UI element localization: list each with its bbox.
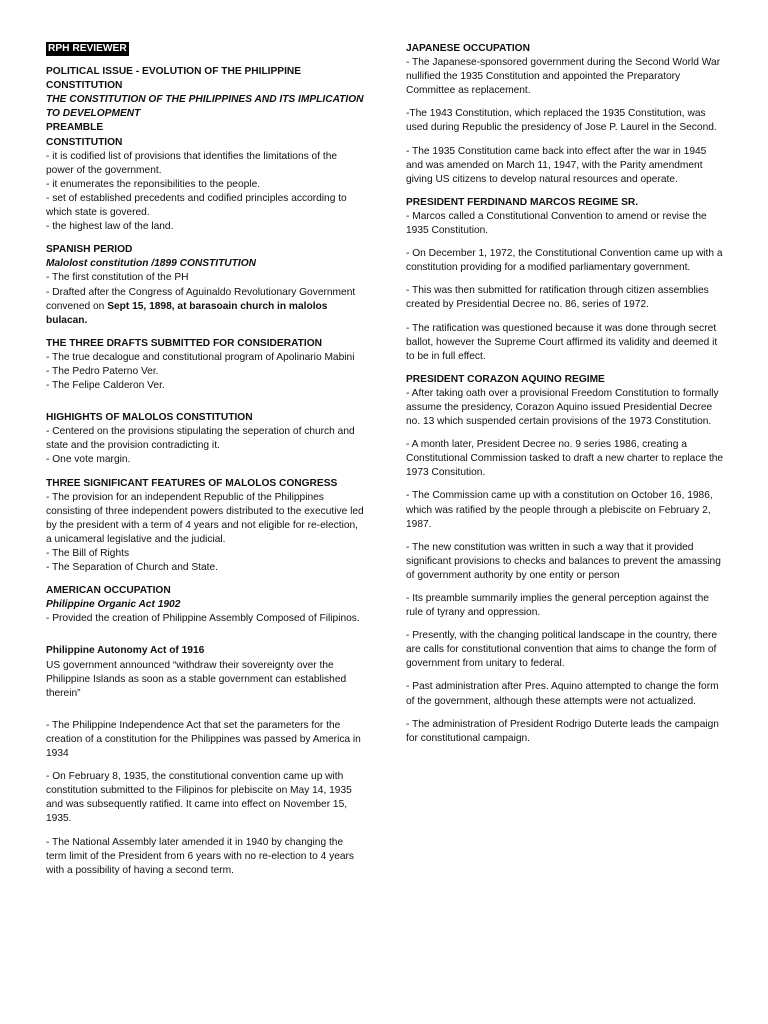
constitution-line: - it enumerates the reponsibilities to the people. [46, 178, 261, 190]
spacer [46, 402, 364, 411]
preamble-heading: PREAMBLE [46, 122, 104, 134]
marcos-paragraph: - The ratification was questioned because it was done through secret ballot, however the Supreme Court affirmed its validity and deemed it to be in full effect. [406, 322, 718, 362]
drafts-line: - The Felipe Calderon Ver. [46, 380, 165, 392]
drafts-heading: THE THREE DRAFTS SUBMITTED FOR CONSIDERATION [46, 337, 323, 349]
constitution-section [46, 136, 364, 235]
autonomy-section [46, 644, 364, 700]
aquino-paragraph: - Presently, with the changing political landscape in the country, there are calls for constitutional convention that aims to change the form of government from unitary to federal. [406, 630, 718, 670]
aquino-paragraph: - The new constitution was written in such a way that it provided significant provisions to checks and balances to prevent the amassing of government authority by one entity or person [406, 541, 721, 581]
aquino-heading: PRESIDENT CORAZON AQUINO REGIME [406, 373, 605, 385]
features-line: - The Bill of Rights [46, 548, 130, 559]
japanese-heading: JAPANESE OCCUPATION [406, 43, 530, 54]
japanese-paragraph: -The 1943 Constitution, which replaced the 1935 Constitution, was used during Republic the presidency of Jose P. Laurel in the Second. [406, 108, 717, 134]
features-line: - The provision for an independent Republic of the Philippines consisting of three independent powers distributed to the executive led by the president with a term of 4 years and not eligible for re-election, a unicameral legislative and the judicial. [46, 491, 364, 545]
constitution-line: - the highest law of the land. [46, 221, 174, 233]
spacer [46, 710, 364, 719]
constitution-heading: CONSTITUTION [46, 136, 123, 148]
organic-act-subheading: Philippine Organic Act 1902 [46, 599, 181, 611]
marcos-paragraph: - Marcos called a Constitutional Convention to amend or revise the 1935 Constitution. [406, 210, 707, 237]
aquino-paragraph: - A month later, President Decree no. 9 series 1986, creating a Constitutional Commission tasked to draft a new charter to replace the 1973 Consitution. [406, 439, 724, 479]
paragraph: - On February 8, 1935, the constitutional convention came up with constitution submitted to the Filipinos for plebiscite on May 14, 1935 and was subsequently ratified. It came into effect on November 15, 1935. [46, 771, 352, 825]
marcos-paragraph: - On December 1, 1972, the Constitutional Convention came up with a constitution providing for a modified parliamentary government. [406, 248, 723, 274]
autonomy-heading: Philippine Autonomy Act of 1916 [46, 645, 205, 657]
aquino-paragraph: - Its preamble summarily implies the general perception against the rule of tyrany and oppression. [406, 593, 709, 619]
document-subtitle: THE CONSTITUTION OF THE PHILIPPINES AND ITS IMPLICATION TO DEVELOPMENT [46, 94, 364, 120]
highlights-line: - One vote margin. [46, 454, 131, 466]
autonomy-line: US government announced “withdraw their sovereignty over the Philippine Islands as soon as a stable government can established therein” [46, 659, 347, 699]
aquino-paragraph: - The Commission came up with a constitution on October 16, 1986, which was ratified by the people through a plebiscite on February 2, 1987. [406, 490, 713, 530]
spacer [46, 635, 364, 644]
highlights-line: - Centered on the provisions stipulating the seperation of church and state and the provision contradicting it. [46, 426, 355, 452]
features-heading: THREE SIGNIFICANT FEATURES OF MALOLOS CONGRESS [46, 477, 338, 489]
paragraph: - The National Assembly later amended it in 1940 by changing the term limit of the President from 6 years with no re-election to 4 years with a possibility of having a second term. [46, 836, 355, 876]
japanese-section [406, 42, 726, 98]
aquino-paragraph: - After taking oath over a provisional Freedom Constitution to formally assume the presidency, Corazon Aquino issued Presidential Decree no. 13 which suspended certain provisions of the 1973 Constitution. [406, 387, 719, 428]
marcos-heading: PRESIDENT FERDINAND MARCOS REGIME SR. [406, 196, 639, 208]
spanish-period-line: - The first constitution of the PH [46, 272, 189, 284]
document-title: POLITICAL ISSUE - EVOLUTION OF THE PHILIPPINE CONSTITUTION [46, 66, 302, 92]
marcos-section [406, 196, 726, 238]
features-section [46, 477, 364, 576]
marcos-paragraph: - This was then submitted for ratification through citizen assemblies created by Presidential Decree no. 86, series of 1972. [406, 285, 709, 311]
reviewer-tag-block [46, 42, 364, 56]
right-column [406, 42, 726, 755]
constitution-line: - set of established precedents and codified principles according to which state is govered. [46, 192, 347, 219]
aquino-paragraph: - The administration of President Rodrigo Duterte leads the campaign for constitutional campaign. [406, 718, 719, 744]
spanish-period-section [46, 243, 364, 328]
spanish-period-line-text: - Drafted after the Congress of Aguinaldo Revolutionary Government convened on [46, 286, 356, 312]
features-line: - The Separation of Church and State. [46, 562, 218, 574]
left-column [46, 42, 364, 887]
malolos-constitution-subheading: Malolost constitution /1899 CONSTITUTION [46, 258, 256, 270]
aquino-section [406, 373, 726, 429]
drafts-line: - The true decalogue and constitutional program of Apolinario Mabini [46, 351, 355, 363]
aquino-paragraph: - Past administration after Pres. Aquino attempted to change the form of the government, although these attempts were not actualized. [406, 681, 719, 707]
drafts-section [46, 337, 364, 393]
japanese-paragraph: - The 1935 Constitution came back into effect after the war in 1945 and was amended on March 11, 1947, with the Parity amendment giving US citizens to develop natural resources and operate. [406, 145, 707, 185]
spanish-period-heading: SPANISH PERIOD [46, 244, 133, 256]
spanish-period-line [46, 286, 364, 328]
reviewer-tag: RPH REVIEWER [48, 43, 127, 54]
american-section [46, 584, 364, 626]
japanese-paragraph: - The Japanese-sponsored government during the Second World War nullified the 1935 Constitution and appointed the Preparatory Committee as replacement. [406, 57, 721, 97]
american-heading: AMERICAN OCCUPATION [46, 585, 171, 597]
american-line: - Provided the creation of Philippine Assembly Composed of Filipinos. [46, 613, 360, 625]
highlights-heading: HIGHIGHTS OF MALOLOS CONSTITUTION [46, 412, 253, 424]
drafts-line: - The Pedro Paterno Ver. [46, 365, 159, 377]
highlights-section [46, 411, 364, 467]
spanish-period-line-bold: Sept 15, 1898, at barasoain church in malolos bulacan. [46, 300, 328, 326]
constitution-line: - it is codified list of provisions that identifies the limitations of the power of the government. [46, 150, 338, 176]
paragraph: - The Philippine Independence Act that set the parameters for the creation of a constitution for the Philippines was passed by America in 1934 [46, 719, 361, 760]
